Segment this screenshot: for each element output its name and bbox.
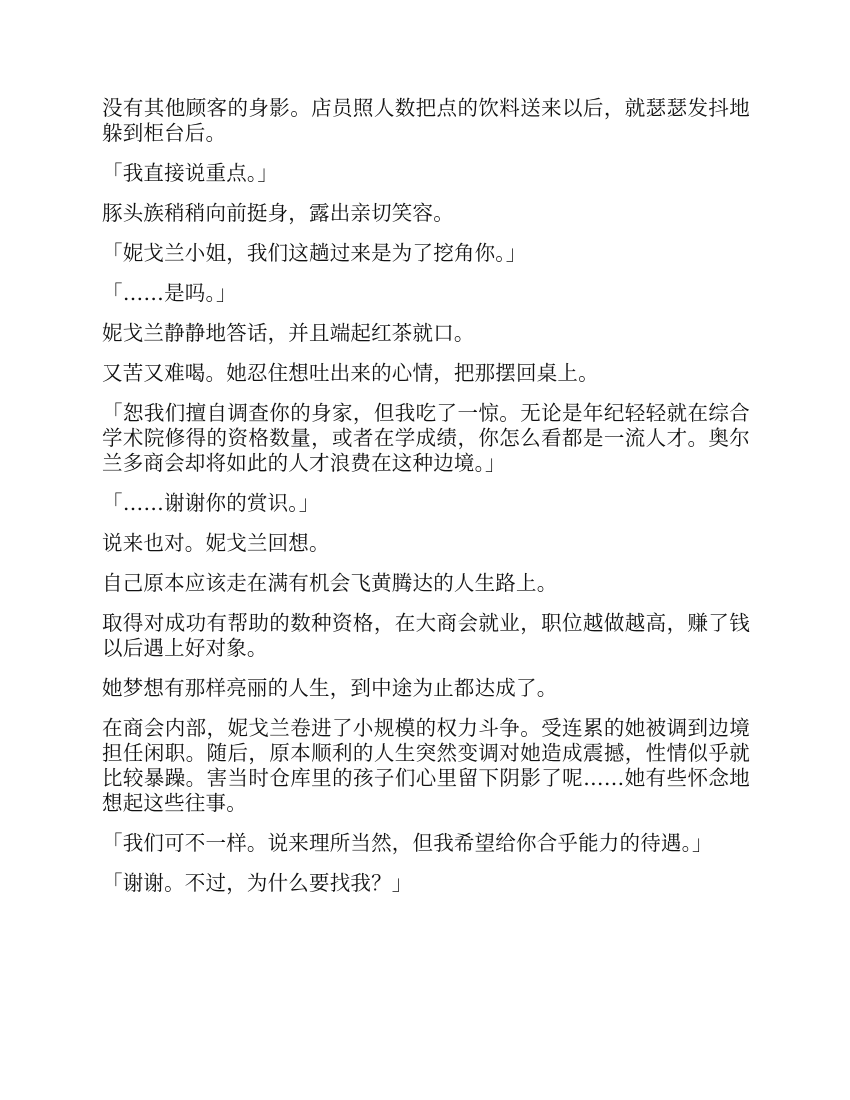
paragraph: 她梦想有那样亮丽的人生，到中途为止都达成了。 — [102, 676, 558, 700]
paragraph: 妮戈兰静静地答话，并且端起红茶就口。 — [102, 321, 475, 345]
paragraph: 在商会内部，妮戈兰卷进了小规模的权力斗争。受连累的她被调到边境担任闲职。随后，原本顺利的人生突然变调对她造成震撼，性情似乎就比较暴躁。害当时仓库里的孩子们心里留下阴影了呢……她有些怀念地想起这些往事。 — [102, 716, 750, 815]
paragraph: 「谢谢。不过，为什么要找我？」 — [102, 871, 413, 895]
paragraph: 「……是吗。」 — [102, 281, 237, 305]
paragraph: 取得对成功有帮助的数种资格，在大商会就业，职位越做越高，赚了钱以后遇上好对象。 — [102, 611, 750, 660]
paragraph: 说来也对。妮戈兰回想。 — [102, 531, 330, 555]
paragraph: 「恕我们擅自调查你的身家，但我吃了一惊。无论是年纪轻轻就在综合学术院修得的资格数量，或者在学成绩，你怎么看都是一流人才。奥尔兰多商会却将如此的人才浪费在这种边境。」 — [102, 401, 750, 475]
paragraph: 没有其他顾客的身影。店员照人数把点的饮料送来以后，就瑟瑟发抖地躲到柜台后。 — [102, 96, 750, 145]
paragraph: 又苦又难喝。她忍住想吐出来的心情，把那摆回桌上。 — [102, 361, 599, 385]
paragraph: 「……谢谢你的赏识。」 — [102, 491, 320, 515]
paragraph: 「我直接说重点。」 — [102, 161, 279, 185]
paragraph: 「我们可不一样。说来理所当然，但我希望给你合乎能力的待遇。」 — [102, 831, 713, 855]
paragraph: 「妮戈兰小姐，我们这趟过来是为了挖角你。」 — [102, 241, 527, 265]
paragraph: 自己原本应该走在满有机会飞黄腾达的人生路上。 — [102, 571, 558, 595]
paragraph: 豚头族稍稍向前挺身，露出亲切笑容。 — [102, 201, 454, 225]
